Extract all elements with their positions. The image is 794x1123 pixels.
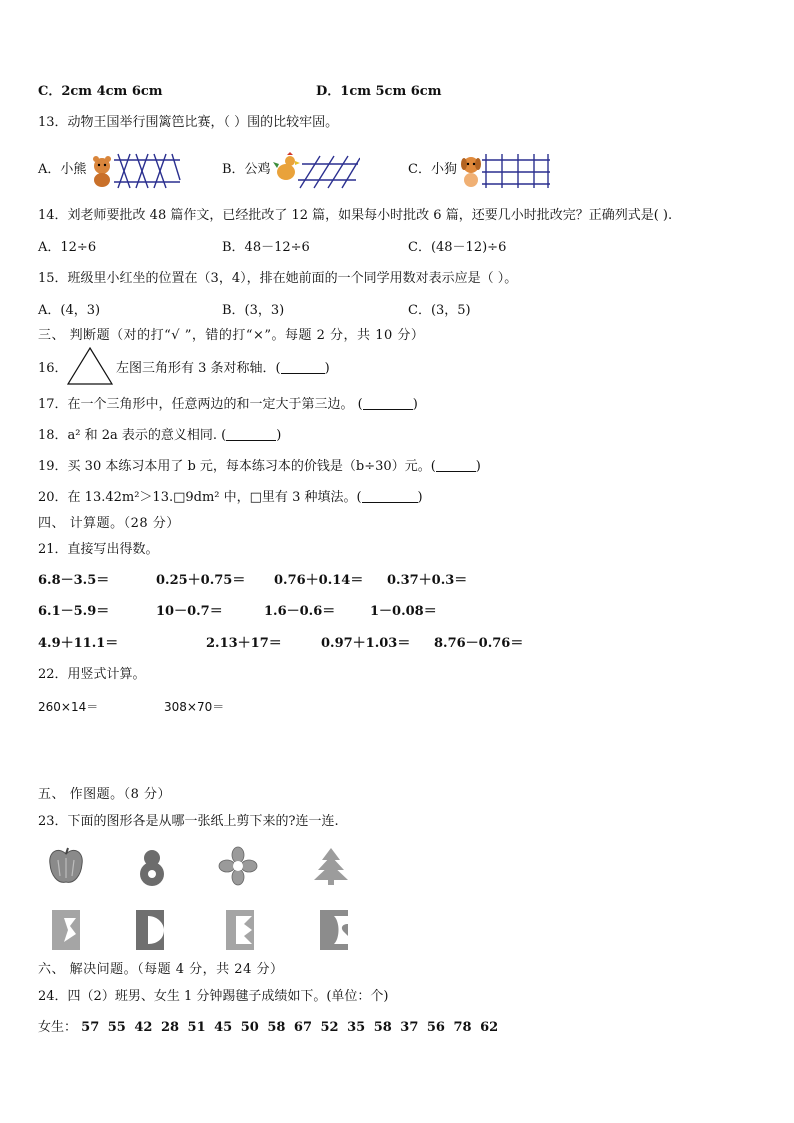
- q19-answer-blank[interactable]: [436, 459, 476, 472]
- bear-icon: [93, 156, 111, 187]
- paper-b-figure[interactable]: [134, 908, 166, 952]
- q15-option-a: A．(4，3): [38, 303, 101, 318]
- girl-score: 56: [426, 1020, 445, 1035]
- q22-item2: 308×70＝: [164, 700, 225, 714]
- tree-shape-figure[interactable]: [312, 846, 350, 886]
- q21-row3-item2: 2.13＋17＝: [206, 636, 282, 651]
- parallelogram-fence: [298, 156, 360, 188]
- section-5-title: 五、 作图题。（8 分）: [38, 787, 172, 802]
- girl-score: 28: [160, 1020, 180, 1035]
- q24-stem: 24．四（2）班男、女生 1 分钟踢毽子成绩如下。(单位：个): [38, 989, 389, 1004]
- q17-answer-blank[interactable]: [363, 397, 413, 410]
- q17-close: ): [412, 397, 418, 412]
- gourd-shape-figure[interactable]: [134, 846, 170, 886]
- q21-row3-item4: 8.76－0.76＝: [434, 636, 524, 651]
- q19-text: 19．买 30 本练习本用了 b 元，每本练习本的价钱是（b÷30）元。(: [38, 459, 436, 474]
- q24-girls-row: [38, 1020, 507, 1036]
- square-fence: [482, 154, 550, 188]
- q24-girls-scores: [81, 1020, 507, 1035]
- girl-score: 58: [373, 1020, 392, 1035]
- rooster-fence-figure: [272, 150, 360, 190]
- q13-option-b: B．公鸡: [222, 162, 271, 177]
- girl-score: 45: [214, 1020, 233, 1035]
- q15-option-b: B．(3，3): [222, 303, 285, 318]
- q20-answer-blank[interactable]: [362, 490, 418, 503]
- q24-girls-label: 女生：: [38, 1020, 78, 1035]
- q14-stem: 14．刘老师要批改 48 篇作文，已经批改了 12 篇，如果每小时批改 6 篇，还要几小时批改完？正确列式是( ).: [38, 208, 673, 223]
- q21-row2-item2: 10－0.7＝: [156, 604, 223, 619]
- girl-score: 37: [400, 1020, 419, 1035]
- girl-score: 57: [81, 1020, 100, 1035]
- dog-icon: [461, 157, 481, 187]
- q21-row1-item2: 0.25＋0.75＝: [156, 573, 246, 588]
- q21-row2-item1: 6.1－5.9＝: [38, 604, 110, 619]
- girl-score: 42: [134, 1020, 153, 1035]
- q15-stem: 15．班级里小红坐的位置在（3，4），排在她前面的一个同学用数对表示应是（ ）。: [38, 271, 518, 286]
- paper-d-figure[interactable]: [318, 908, 350, 952]
- q23-stem: 23．下面的图形各是从哪一张纸上剪下来的?连一连.: [38, 814, 339, 829]
- q22-item1: 260×14＝: [38, 700, 99, 714]
- girl-score: 58: [267, 1020, 286, 1035]
- q21-row3-item1: 4.9＋11.1＝: [38, 636, 119, 651]
- girl-score: 55: [107, 1020, 126, 1035]
- q16-answer-blank[interactable]: [281, 361, 325, 374]
- girl-score: 50: [240, 1020, 259, 1035]
- girl-score: 35: [347, 1020, 366, 1035]
- triangle-fence: [114, 154, 180, 188]
- q12-option-c: C．2cm 4cm 6cm: [38, 84, 163, 99]
- q18-statement: [38, 428, 281, 444]
- flower-shape-figure[interactable]: [218, 846, 258, 886]
- girl-score: 52: [320, 1020, 339, 1035]
- q20-text: 20．在 13.42m²＞13.□9dm² 中，□里有 3 种填法。(: [38, 490, 362, 505]
- q14-option-b: B．48－12÷6: [222, 240, 310, 255]
- q17-text: 17．在一个三角形中，任意两边的和一定大于第三边。 (: [38, 397, 363, 412]
- bear-fence-figure: [90, 150, 182, 190]
- q19-statement: [38, 459, 481, 475]
- q16-number: 16．: [38, 361, 68, 376]
- q16-statement: [116, 361, 330, 377]
- rooster-icon: [273, 152, 300, 180]
- paper-c-figure[interactable]: [224, 908, 256, 952]
- q20-statement: [38, 490, 423, 506]
- q21-row1-item4: 0.37＋0.3＝: [387, 573, 468, 588]
- q21-row2-item3: 1.6－0.6＝: [264, 604, 336, 619]
- q21-row1-item3: 0.76＋0.14＝: [274, 573, 364, 588]
- section-6-title: 六、 解决问题。（每题 4 分，共 24 分）: [38, 962, 284, 977]
- q19-close: ): [475, 459, 481, 474]
- q18-answer-blank[interactable]: [226, 428, 276, 441]
- q12-option-d: D．1cm 5cm 6cm: [316, 84, 442, 99]
- q16-text: 左图三角形有 3 条对称轴．(: [116, 361, 281, 376]
- q21-stem: 21．直接写出得数。: [38, 542, 159, 557]
- q13-option-a: A．小熊: [38, 162, 87, 177]
- girl-score: 78: [453, 1020, 472, 1035]
- paper-a-figure[interactable]: [50, 908, 82, 952]
- dog-fence-figure: [460, 150, 552, 190]
- q14-option-a: A．12÷6: [38, 240, 97, 255]
- q14-option-c: C．(48－12)÷6: [408, 240, 507, 255]
- q20-close: ): [417, 490, 423, 505]
- section-4-title: 四、 计算题。（28 分）: [38, 516, 180, 531]
- girl-score: 67: [293, 1020, 312, 1035]
- q17-statement: [38, 397, 418, 413]
- q16-close: ): [324, 361, 330, 376]
- q21-row2-item4: 1－0.08＝: [370, 604, 437, 619]
- q18-text: 18．a² 和 2a 表示的意义相同. (: [38, 428, 227, 443]
- girl-score: 51: [187, 1020, 206, 1035]
- section-3-title: 三、 判断题（对的打“√ ”，错的打“×”。每题 2 分，共 10 分）: [38, 328, 425, 343]
- girl-score: 62: [480, 1020, 499, 1035]
- q13-stem: 13．动物王国举行围篱笆比赛，（ ）围的比较牢固。: [38, 115, 339, 130]
- triangle-figure: [66, 346, 114, 386]
- q18-close: ): [276, 428, 282, 443]
- q15-option-c: C．(3，5): [408, 303, 471, 318]
- q21-row1-item1: 6.8－3.5＝: [38, 573, 110, 588]
- apple-shape-figure[interactable]: [48, 846, 84, 886]
- q21-row3-item3: 0.97＋1.03＝: [321, 636, 411, 651]
- q22-stem: 22．用竖式计算。: [38, 667, 146, 682]
- q13-option-c: C．小狗: [408, 162, 457, 177]
